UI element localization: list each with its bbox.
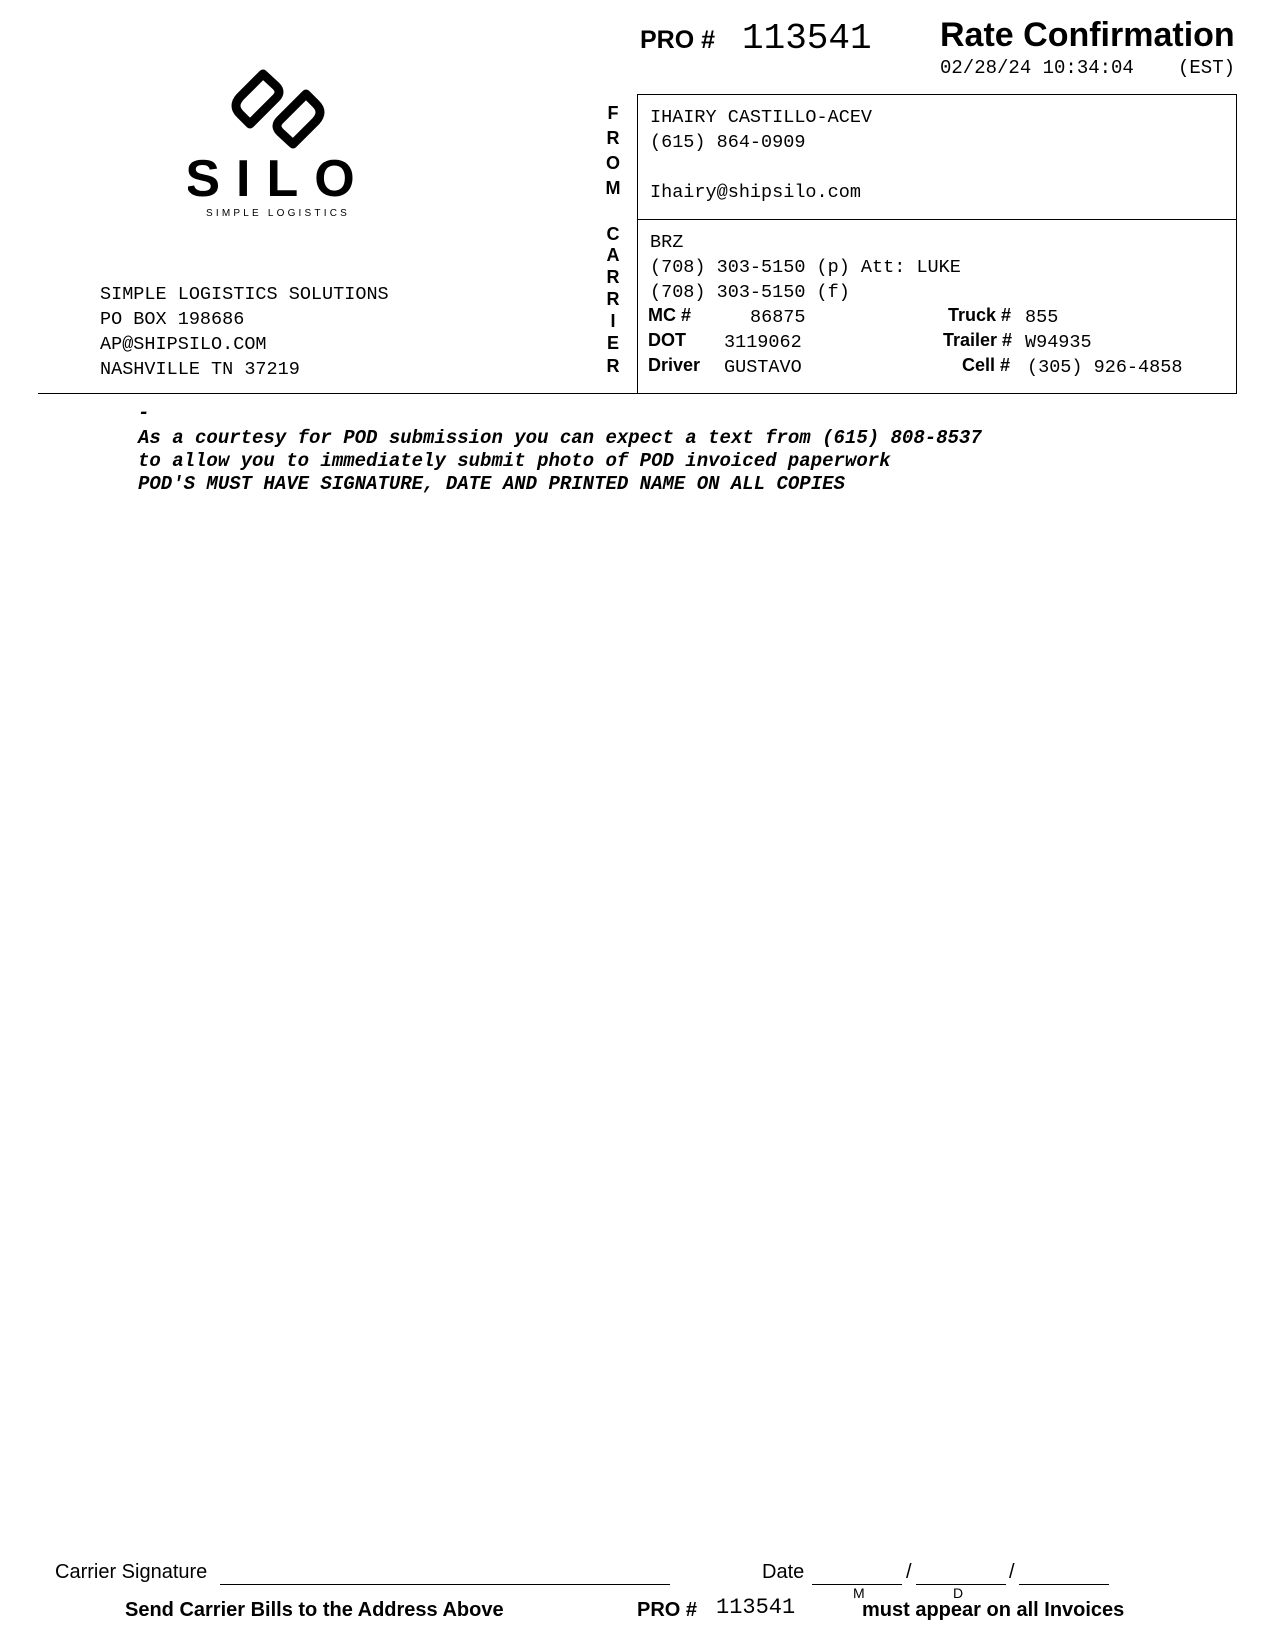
from-letter: F [607, 103, 619, 123]
carrier-phone: (708) 303-5150 (p) Att: LUKE [650, 257, 961, 278]
from-phone: (615) 864-0909 [650, 132, 806, 153]
trailer-value: W94935 [1025, 332, 1092, 353]
date-label: Date [762, 1561, 805, 1583]
month-label: M [853, 1585, 865, 1601]
carrier-letter: E [606, 333, 619, 353]
box-divider [637, 219, 1237, 220]
date-separator: / [906, 1561, 912, 1583]
carrier-signature-line[interactable] [220, 1584, 670, 1585]
box-top-border [637, 94, 1237, 95]
footer-pro-number: 113541 [716, 1595, 796, 1620]
pro-number: 113541 [742, 18, 872, 59]
date-year-line[interactable] [1019, 1584, 1109, 1585]
carrier-signature-label: Carrier Signature [55, 1561, 208, 1583]
logo-tagline: SIMPLE LOGISTICS [205, 208, 351, 219]
notice-dash: - [138, 402, 150, 424]
silo-logo [188, 64, 368, 224]
carrier-letter: R [606, 267, 620, 287]
from-letter: R [606, 128, 620, 148]
company-address: PO BOX 198686 [100, 309, 245, 330]
trailer-label: Trailer # [943, 330, 1013, 350]
notice-line-1: As a courtesy for POD submission you can expect a text from (615) 808-8537 [138, 427, 982, 449]
dot-value: 3119062 [724, 332, 802, 353]
truck-label: Truck # [948, 305, 1012, 325]
mc-label: MC # [648, 305, 692, 325]
document-timezone: (EST) [1178, 57, 1236, 79]
must-appear-note: must appear on all Invoices [862, 1599, 1125, 1621]
document-datetime: 02/28/24 10:34:04 [940, 57, 1134, 79]
pro-label: PRO # [640, 26, 716, 54]
mc-value: 86875 [750, 307, 806, 328]
company-city: NASHVILLE TN 37219 [100, 359, 300, 380]
box-right-border [1236, 94, 1237, 393]
send-bills-note: Send Carrier Bills to the Address Above [125, 1599, 504, 1621]
from-name: IHAIRY CASTILLO-ACEV [650, 107, 873, 128]
truck-value: 855 [1025, 307, 1059, 328]
notice-line-2: to allow you to immediately submit photo of POD invoiced paperwork [138, 450, 891, 472]
driver-value: GUSTAVO [724, 357, 802, 378]
box-left-border [637, 94, 638, 393]
from-email: Ihairy@shipsilo.com [650, 182, 861, 203]
carrier-name: BRZ [650, 232, 684, 253]
header-bottom-rule [38, 393, 1237, 394]
footer-pro-label: PRO # [637, 1599, 698, 1621]
date-separator: / [1009, 1561, 1015, 1583]
carrier-letter: A [606, 245, 620, 265]
from-letter: M [605, 178, 621, 198]
from-letter: O [605, 153, 620, 173]
company-name: SIMPLE LOGISTICS SOLUTIONS [100, 284, 389, 305]
cell-value: (305) 926-4858 [1027, 357, 1183, 378]
cell-label: Cell # [962, 355, 1011, 375]
carrier-letter: R [606, 356, 620, 376]
logo-wordmark: SILO [188, 150, 368, 208]
carrier-fax: (708) 303-5150 (f) [650, 282, 850, 303]
driver-label: Driver [648, 355, 701, 375]
carrier-letter: I [610, 311, 616, 331]
carrier-letter: R [606, 289, 620, 309]
carrier-letter: C [606, 224, 620, 244]
day-label: D [953, 1585, 964, 1601]
silo-logo-mark-icon [188, 64, 368, 224]
notice-line-3: POD'S MUST HAVE SIGNATURE, DATE AND PRINTED NAME ON ALL COPIES [138, 473, 845, 495]
company-email: AP@SHIPSILO.COM [100, 334, 267, 355]
document-title: Rate Confirmation [940, 16, 1235, 54]
dot-label: DOT [648, 330, 686, 350]
